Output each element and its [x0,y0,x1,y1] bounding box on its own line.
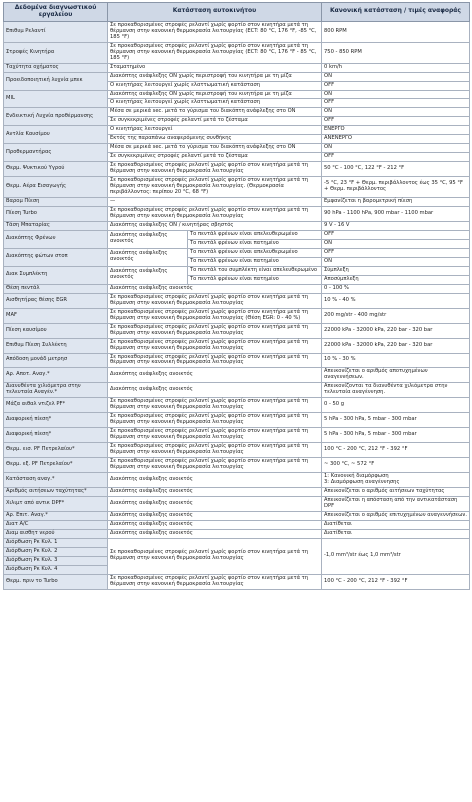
condition-cell: Ο κινητήρας λειτουργεί χωρίς ελαττωματική κατάσταση [108,99,322,108]
value-cell: ~ 300 °C, ~ 572 °F [322,458,470,473]
item-name-cell: Προειδοποιητική λυχνία μπεκ [4,72,108,90]
item-name-cell: Ενδεικτική Λυχνία προθέρμανσης [4,108,108,126]
table-header-row [4,3,470,22]
item-name-cell: Αριθμός αιτήσεων ταχύτητας* [4,487,108,496]
item-name-cell: Διακόπτης Φρένων [4,230,108,248]
value-cell: OFF [322,153,470,162]
header-condition: Κατάσταση αυτοκινήτου [108,3,322,22]
value-cell: ON [322,108,470,117]
value-cell: 750 - 850 RPM [322,42,470,63]
table-row [4,458,470,473]
item-name-cell: Χιλιμτ από αντικ DPF* [4,496,108,511]
table-row [4,90,470,99]
item-name-cell: Βαρομ Πίεση [4,198,108,207]
item-name-cell: Κατάσταση αναγ.* [4,473,108,488]
table-row [4,144,470,153]
condition-cell: Σε προκαθορισμένες στροφές ρελαντί χωρίς φορτίο στον κινητήρα μετά τη θέρμανση στην κανονική θερμοκρασία λειτουργίας [108,443,322,458]
condition-cell: Το πεντάλ φρένων είναι απελευθερωμένο [188,230,322,239]
value-cell: Απεικονίζονται τα διανυθέντα χιλιόμετρα στην τελευταία αναγέννηση. [322,383,470,398]
value-cell: ΑΝΕΝΕΡΓΟ [322,135,470,144]
item-name-cell: Αρ. Επιτ. Αναγ.* [4,511,108,520]
condition-cell: Ο κινητήρας λειτουργεί χωρίς ελαττωματική κατάσταση [108,81,322,90]
condition-cell: Το πεντάλ φρένων είναι πατημένο [188,239,322,248]
table-row [4,323,470,338]
item-name-cell: Διόρθωση Ρκ Κυλ. 3 [4,556,108,565]
condition-cell: Το πεντάλ του συμπλέκτη είναι απελευθερωμένο [188,266,322,275]
value-cell: 0 - 50 g [322,398,470,413]
condition-cell: Διακόπτης ανάφλεξης ανοικτός [108,496,322,511]
item-name-cell: Διαμ αισθητ νερού [4,529,108,538]
condition-cell: Διακόπτης ανάφλεξης ON / κινητήρας σβηστός [108,222,322,231]
condition-cell: Διακόπτης ανάφλεξης ON χωρίς περιστροφή του κινητήρα με τη μίζα [108,90,322,99]
item-name-cell: Τάση Μπαταρίας [4,222,108,231]
value-cell: Αποσύμπλεξη [322,275,470,284]
value-cell: Εμφανίζεται η βαρομετρική πίεση [322,198,470,207]
item-name-cell: MAF [4,308,108,323]
condition-cell: Σε προκαθορισμένες στροφές ρελαντί χωρίς φορτίο στον κινητήρα μετά τη θέρμανση στην κανονική θερμοκρασία λειτουργίας [108,458,322,473]
table-row [4,248,470,257]
value-cell: 1: Κανονική διαμόρφωση 3: Διαμόρφωση αναγέννησης [322,473,470,488]
value-cell: 22000 kPa - 32000 kPa, 220 bar - 320 bar [322,323,470,338]
table-row [4,496,470,511]
condition-cell: Διακόπτης ανάφλεξης ανοικτός [108,520,322,529]
value-cell: 10 % - 30 % [322,353,470,368]
table-row [4,383,470,398]
table-row [4,72,470,81]
table-row [4,177,470,198]
value-cell: 90 hPa - 1100 hPa, 900 mbar - 1100 mbar [322,207,470,222]
condition-cell: Σε προκαθορισμένες στροφές ρελαντί χωρίς φορτίο στον κινητήρα μετά τη θέρμανση στην κανονική θερμοκρασία λειτουργίας [108,428,322,443]
item-name-cell: Αντλία Καυσίμου [4,126,108,144]
condition-cell: Ο κινητήρας λειτουργεί [108,126,322,135]
value-cell: 100 °C - 200 °C, 212 °F - 392 °F [322,443,470,458]
condition-cell: Διακόπτης ανάφλεξης ανοικτός [108,383,322,398]
table-row [4,520,470,529]
value-cell: OFF [322,230,470,239]
item-name-cell: Επιθυμ Ρελαντί [4,21,108,42]
header-normal: Κανονική κατάσταση / τιμές αναφοράς [322,3,470,22]
table-row [4,398,470,413]
table-row [4,222,470,231]
table-row [4,353,470,368]
value-cell: ΕΝΕΡΓΟ [322,126,470,135]
value-cell: Διατίθεται [322,529,470,538]
item-name-cell: Διανυθέντα χιλιόμετρα στην τελευταία Αναγέν.* [4,383,108,398]
value-cell: OFF [322,248,470,257]
value-cell: 100 °C - 200 °C, 212 °F - 392 °F [322,574,470,589]
condition-cell: Σε προκαθορισμένες στροφές ρελαντί χωρίς φορτίο στον κινητήρα μετά τη θέρμανση στην κανονική θερμοκρασία λειτουργίας [108,162,322,177]
item-name-cell: MIL [4,90,108,108]
value-cell: 800 RPM [322,21,470,42]
condition-cell: Εκτός της παραπάνω αναφερόμενης συνθήκης [108,135,322,144]
table-row [4,338,470,353]
condition-cell: Διακόπτης ανάφλεξης ανοικτός [108,529,322,538]
table-row [4,574,470,589]
condition-cell: Σε προκαθορισμένες στροφές ρελαντί χωρίς φορτίο στον κινητήρα μετά τη θέρμανση στην κανονική θερμοκρασία λειτουργίας (Θέση EGR: 0 - 40 %) [108,308,322,323]
table-row [4,63,470,72]
value-cell: ON [322,72,470,81]
table-row [4,126,470,135]
value-cell: 5 hPa - 300 hPa, 5 mbar - 300 mbar [322,428,470,443]
item-name-cell: Θερμ. Ψυκτικού Υγρού [4,162,108,177]
condition-cell: Σε προκαθορισμένες στροφές ρελαντί χωρίς φορτίο στον κινητήρα μετά τη θέρμανση στην κανονική θερμοκρασία λειτουργίας [108,353,322,368]
value-cell: 5 hPa - 300 hPa, 5 mbar - 300 mbar [322,413,470,428]
item-name-cell: Θερμ. Αέρα Εισαγωγής [4,177,108,198]
condition-cell: Σε προκαθορισμένες στροφές ρελαντί χωρίς φορτίο στον κινητήρα μετά τη θέρμανση στην κανονική θερμοκρασία λειτουργίας (ECT: 80 °C, 176 °F, -85 °C, 185 °F) [108,21,322,42]
item-name-cell: Διόρθωση Ρκ Κυλ. 1 [4,538,108,547]
item-name-cell: Διακ Συμπλέκτη [4,266,108,284]
value-cell: Σύμπλεξη [322,266,470,275]
item-name-cell: Πίεση Turbo [4,207,108,222]
item-name-cell: Ταχύτητα οχήματος [4,63,108,72]
condition-cell: Σε προκαθορισμένες στροφές ρελαντί χωρίς φορτίο στον κινητήρα μετά τη θέρμανση στην κανονική θερμοκρασία λειτουργίας (ECT: 80 °C, 176 °F - 85 °C, 185 °F) [108,42,322,63]
condition-cell: Διακόπτης ανάφλεξης ανοικτός [108,368,322,383]
value-cell: ON [322,239,470,248]
value-cell: 0 km/h [322,63,470,72]
value-cell: Απεικονίζεται ο αριθμός επιτυχημένων αναγεννήσεων. [322,511,470,520]
table-row [4,368,470,383]
table-row [4,308,470,323]
table-row [4,473,470,488]
item-name-cell: Θερμ. εξ. PF Πετρελαίου* [4,458,108,473]
condition-cell: Το πεντάλ φρένων είναι απελευθερωμένο [188,248,322,257]
condition-cell: Διακόπτης ανάφλεξης ανοικτός [108,473,322,488]
item-name-cell: Μάζα αιθαλ ντιζελ PF* [4,398,108,413]
item-name-cell: Διόρθωση Ρκ Κυλ. 2 [4,547,108,556]
condition-cell: Σε προκαθορισμένες στροφές ρελαντί χωρίς φορτίο στον κινητήρα μετά τη θέρμανση στην κανονική θερμοκρασία λειτουργίας [108,293,322,308]
value-cell: -1,0 mm³/str έως 1,0 mm³/str [322,538,470,574]
table-row [4,207,470,222]
value-cell: 0 - 100 % [322,284,470,293]
condition-cell: Σε προκαθορισμένες στροφές ρελαντί χωρίς φορτίο στον κινητήρα μετά τη θέρμανση στην κανονική θερμοκρασία λειτουργίας [108,207,322,222]
table-body [4,21,470,589]
item-name-cell: Διακόπτης φώτων στοπ [4,248,108,266]
value-cell: ON [322,90,470,99]
value-cell: 22000 kPa - 32000 kPa, 220 bar - 320 bar [322,338,470,353]
value-cell: OFF [322,99,470,108]
value-cell: 50 °C - 100 °C, 122 °F - 212 °F [322,162,470,177]
condition-cell: Το πεντάλ φρένων είναι πατημένο [188,275,322,284]
condition-cell: Διακόπτης ανάφλεξης ON χωρίς περιστροφή του κινητήρα με τη μίζα [108,72,322,81]
item-name-cell: Αρ. Αποτ. Αναγ.* [4,368,108,383]
condition-cell: Το πεντάλ φρένων είναι πατημένο [188,257,322,266]
item-name-cell: Πίεση καυσίμου [4,323,108,338]
table-row [4,266,470,275]
value-cell: Απεικονίζεται η απόσταση από την αντικατάσταση DPF [322,496,470,511]
sub-condition-cell: Διακόπτης ανάφλεξης ανοικτός [108,230,188,248]
table-row [4,293,470,308]
table-row [4,529,470,538]
table-row [4,21,470,42]
item-name-cell: Διόρθωση Ρκ Κυλ. 4 [4,565,108,574]
condition-cell: Σε προκαθορισμένες στροφές ρελαντί χωρίς φορτίο στον κινητήρα μετά τη θέρμανση στην κανονική θερμοκρασία λειτουργίας [108,413,322,428]
header-item: Δεδομένα διαγνωστικού εργαλείου [4,3,108,22]
value-cell: 9 V - 16 V [322,222,470,231]
value-cell: Απεικονίζεται ο αριθμός αποτυχημένων αναγεννήσεων. [322,368,470,383]
value-cell: ON [322,257,470,266]
item-name-cell: Διαφορική πίεση* [4,413,108,428]
condition-cell: Σε προκαθορισμένες στροφές ρελαντί χωρίς φορτίο στον κινητήρα μετά τη θέρμανση στην κανονική θερμοκρασία λειτουργίας [108,398,322,413]
item-name-cell: Επιθυμ Πίεση Συλλέκτη [4,338,108,353]
condition-cell: Σε προκαθορισμένες στροφές ρελαντί χωρίς φορτίο στον κινητήρα μετά τη θέρμανση στην κανονική θερμοκρασία λειτουργίας [108,338,322,353]
condition-cell: Μέσα σε μερικά sec. μετά το γύρισμα του διακόπτη ανάφλεξης στο ON [108,144,322,153]
value-cell: Απεικονίζεται ο αριθμός αιτήσεων ταχύτητας [322,487,470,496]
item-name-cell: Θερμ. εισ. PF Πετρελαίου* [4,443,108,458]
table-row [4,108,470,117]
table-row [4,162,470,177]
sub-condition-cell: Διακόπτης ανάφλεξης ανοικτός [108,248,188,266]
value-cell: -5 °C, 23 °F + Θερμ. περιβάλλοντος έως 35 °C, 95 °F + Θερμ. περιβάλλοντος [322,177,470,198]
item-name-cell: Απόδοση μονάδ μετρησ [4,353,108,368]
condition-cell: Σε προκαθορισμένες στροφές ρελαντί χωρίς φορτίο στον κινητήρα μετά τη θέρμανση στην κανονική θερμοκρασία λειτουργίας [108,323,322,338]
item-name-cell: Αισθητήρας θέσης EGR [4,293,108,308]
table-row [4,284,470,293]
condition-cell: Διακόπτης ανάφλεξης ανοικτός [108,511,322,520]
table-row [4,511,470,520]
condition-cell: Σε προκαθορισμένες στροφές ρελαντί χωρίς φορτίο στον κινητήρα μετά τη θέρμανση στην κανονική θερμοκρασία λειτουργίας [108,574,322,589]
value-cell: ON [322,144,470,153]
condition-cell: Διακόπτης ανάφλεξης ανοικτός [108,284,322,293]
value-cell: 200 mg/str - 400 mg/str [322,308,470,323]
item-name-cell: Θερμ. πριν το Turbo [4,574,108,589]
condition-cell: Διακόπτης ανάφλεξης ανοικτός [108,487,322,496]
table-row [4,538,470,547]
condition-cell: — [108,198,322,207]
condition-cell: Σε συγκεκριμένες στροφές ρελαντί μετά το ζέσταμα [108,153,322,162]
item-name-cell: Θέση πεντάλ [4,284,108,293]
table-row [4,230,470,239]
value-cell: OFF [322,117,470,126]
item-name-cell: Διατ A/C [4,520,108,529]
condition-cell: Μέσα σε μερικά sec. μετά το γύρισμα του διακόπτη ανάφλεξης στο ON [108,108,322,117]
table-row [4,428,470,443]
table-row [4,198,470,207]
table-row [4,42,470,63]
item-name-cell: Στροφές Κινητήρα [4,42,108,63]
sub-condition-cell: Διακόπτης ανάφλεξης ανοικτός [108,266,188,284]
condition-cell: Σε συγκεκριμένες στροφές ρελαντί μετά το ζέσταμα [108,117,322,126]
item-name-cell: Διαφορική πίεση* [4,428,108,443]
item-name-cell: Προθερμαντήρας [4,144,108,162]
table-row [4,443,470,458]
condition-cell: Σε προκαθορισμένες στροφές ρελαντί χωρίς φορτίο στον κινητήρα μετά τη θέρμανση στην κανονική θερμοκρασία λειτουργίας [108,538,322,574]
table-row [4,413,470,428]
condition-cell: Σταματημένο [108,63,322,72]
value-cell: OFF [322,81,470,90]
condition-cell: Σε προκαθορισμένες στροφές ρελαντί χωρίς φορτίο στον κινητήρα μετά τη θέρμανση στην κανονική θερμοκρασία λειτουργίας. (Θερμοκρασία περιβάλλοντος: περίπου 20 °C, 68 °F) [108,177,322,198]
value-cell: Διατίθεται [322,520,470,529]
diagnostic-data-table [3,2,470,590]
value-cell: 10 % - 40 % [322,293,470,308]
table-row [4,487,470,496]
